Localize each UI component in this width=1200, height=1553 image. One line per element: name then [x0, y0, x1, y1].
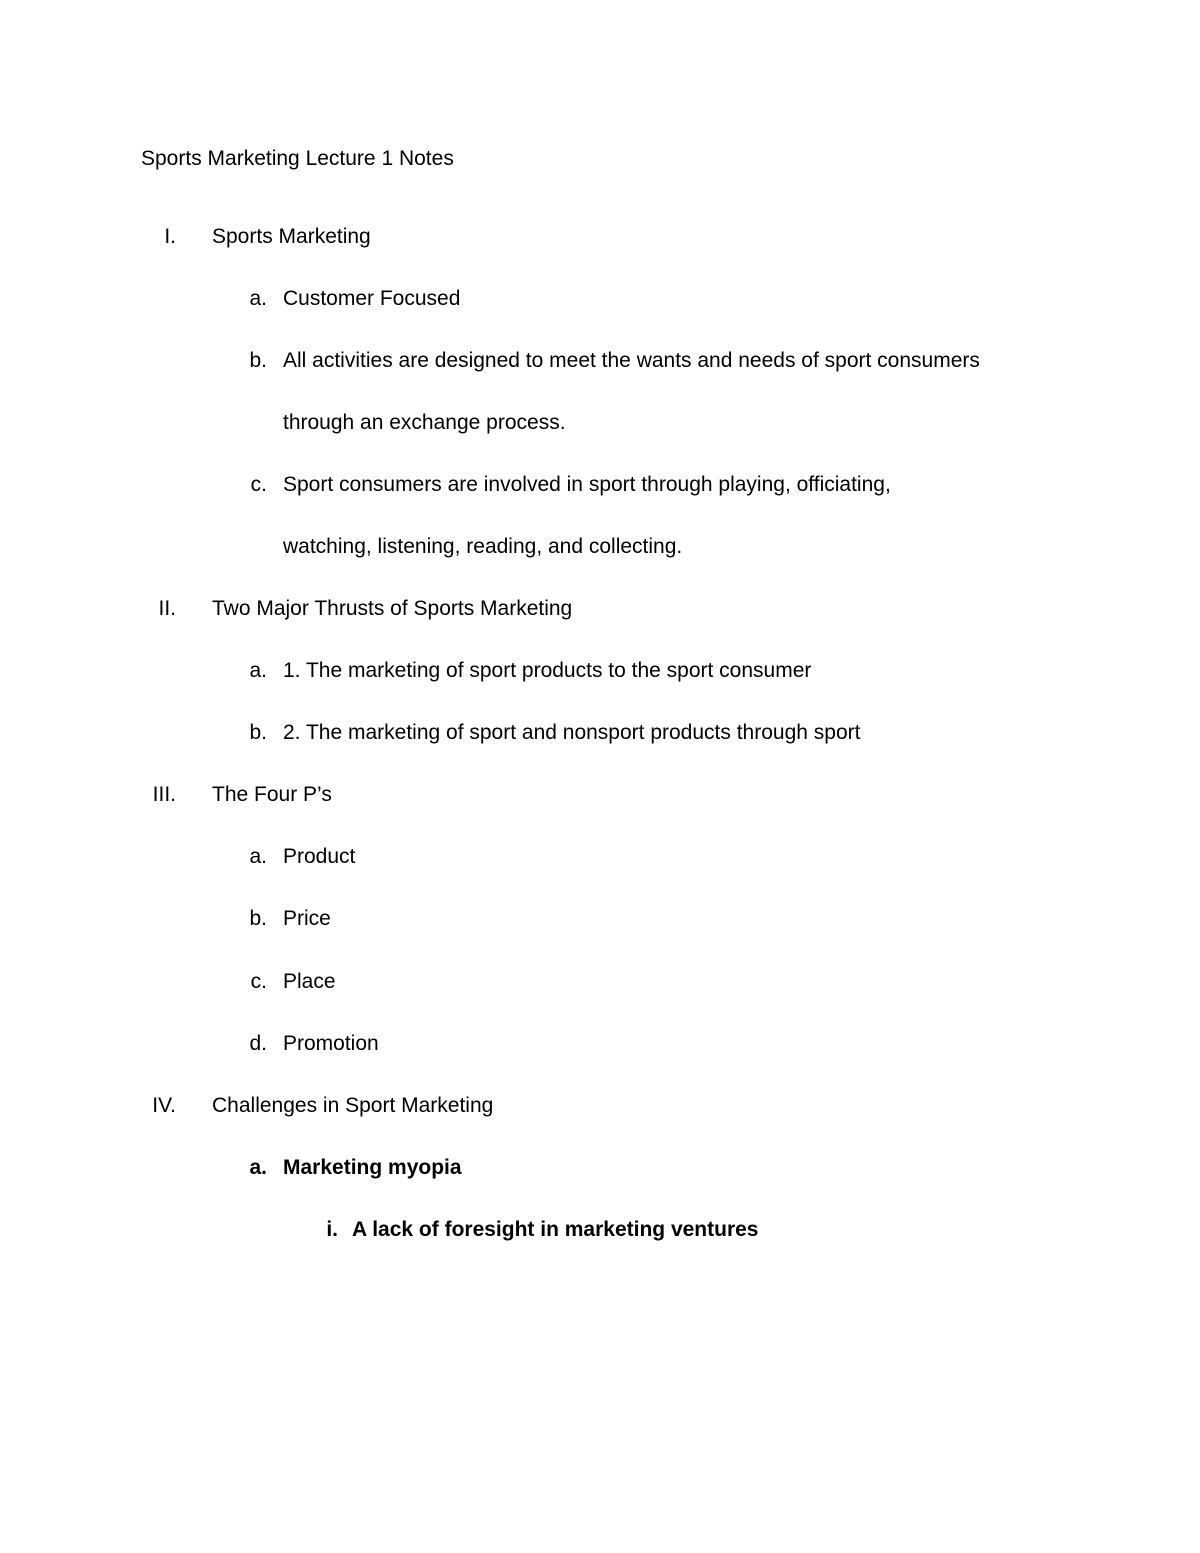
- item-marker: a.: [249, 287, 267, 310]
- item-text: Marketing myopia: [283, 1156, 462, 1179]
- document-title: Sports Marketing Lecture 1 Notes: [141, 147, 454, 170]
- item-text-continuation: through an exchange process.: [283, 411, 566, 434]
- item-marker: c.: [250, 970, 267, 993]
- item-text: Sport consumers are involved in sport through playing, officiating,: [283, 473, 891, 496]
- item-text: Place: [283, 970, 336, 993]
- item-text: 2. The marketing of sport and nonsport products through sport: [283, 721, 861, 744]
- section-heading: The Four P’s: [212, 783, 332, 806]
- item-marker: b.: [249, 349, 267, 372]
- item-text: Product: [283, 845, 356, 868]
- section-heading: Two Major Thrusts of Sports Marketing: [212, 597, 573, 620]
- item-marker: a.: [249, 1156, 267, 1179]
- item-marker: a.: [249, 659, 267, 682]
- item-marker: b.: [249, 907, 267, 930]
- section-marker: III.: [152, 783, 176, 806]
- subitem-text: A lack of foresight in marketing ventures: [352, 1218, 759, 1241]
- section-heading: Sports Marketing: [212, 225, 371, 248]
- item-marker: d.: [249, 1032, 267, 1055]
- item-text: Promotion: [283, 1032, 379, 1055]
- item-text: Price: [283, 907, 331, 930]
- item-marker: a.: [249, 845, 267, 868]
- item-marker: c.: [250, 473, 267, 496]
- section-marker: I.: [164, 225, 176, 248]
- section-heading: Challenges in Sport Marketing: [212, 1094, 494, 1117]
- item-text-continuation: watching, listening, reading, and collecting.: [283, 535, 683, 558]
- item-text: 1. The marketing of sport products to the sport consumer: [283, 659, 812, 682]
- item-text: Customer Focused: [283, 287, 461, 310]
- section-marker: IV.: [152, 1094, 176, 1117]
- subitem-marker: i.: [326, 1218, 338, 1241]
- item-marker: b.: [249, 721, 267, 744]
- item-text: All activities are designed to meet the wants and needs of sport consumers: [283, 349, 980, 372]
- section-marker: II.: [158, 597, 176, 620]
